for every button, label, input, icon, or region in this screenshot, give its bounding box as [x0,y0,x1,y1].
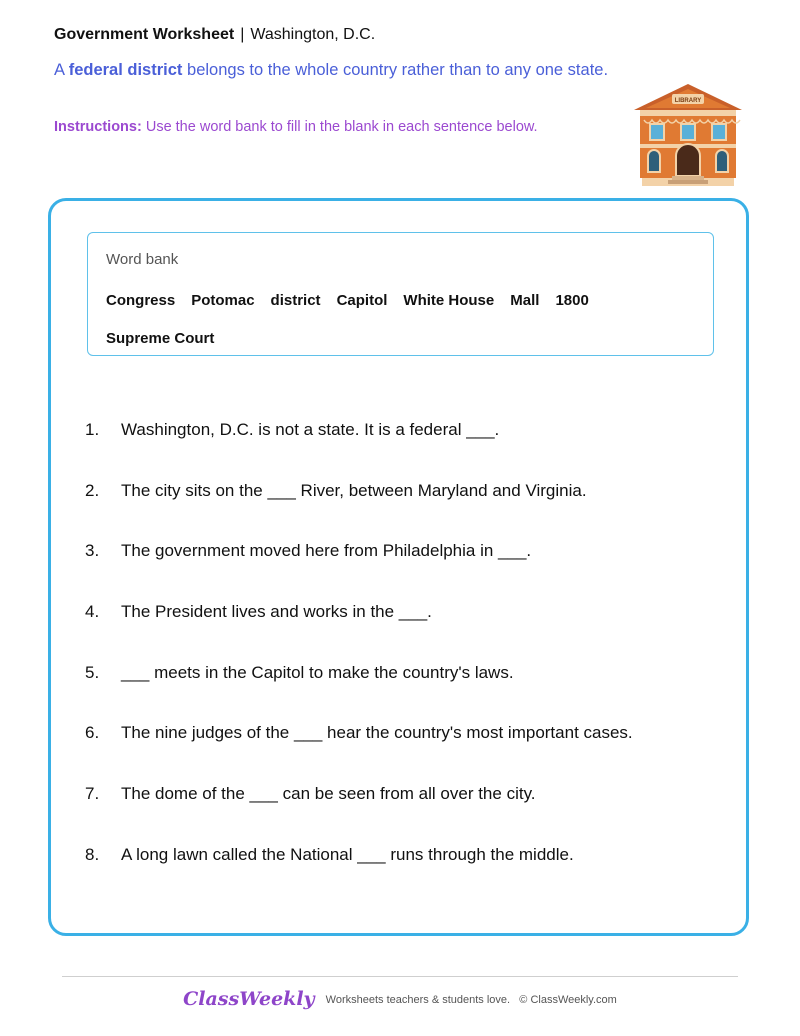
word-bank-word: 1800 [555,292,589,309]
word-bank-word: district [270,292,321,309]
question-text: The city sits on the ___ River, between Maryland and Virginia. [121,480,587,500]
question-text: The nine judges of the ___ hear the country's most important cases. [121,723,633,743]
question-list [85,420,633,906]
question-item [85,723,633,784]
question-number: 5. [85,662,100,682]
question-item [85,541,633,602]
question-item [85,602,633,663]
word-bank-word: Congress [106,292,176,309]
question-text: A long lawn called the National ___ runs through the middle. [121,844,574,864]
question-number: 3. [85,541,100,561]
question-item [85,663,633,724]
question-number: 2. [85,480,100,500]
question-number: 6. [85,723,100,743]
question-text: The dome of the ___ can be seen from all over the city. [121,784,536,804]
question-number: 7. [85,784,100,804]
word-bank-title: Word bank [106,251,179,268]
worksheet-title: Government Worksheet [54,26,235,43]
question-number: 1. [85,420,100,439]
question-number: 8. [85,844,100,864]
footer-tagline: Worksheets teachers & students love. [325,994,511,1006]
question-text: Washington, D.C. is not a state. It is a federal ___. [121,420,500,439]
word-bank-word: Capitol [336,292,388,309]
instructions [54,119,538,135]
word-bank-word: Supreme Court [106,330,215,347]
intro-prefix: A [54,61,65,79]
word-bank-word: Mall [510,292,540,309]
question-text: The government moved here from Philadelphia in ___. [121,541,532,561]
word-bank-words [106,282,666,358]
library-building-icon [632,80,744,192]
question-item [85,420,633,481]
header-separator: | [240,26,245,43]
question-item [85,481,633,542]
worksheet-subtitle: Washington, D.C. [250,26,376,43]
footer-copyright: © ClassWeekly.com [519,994,617,1006]
intro-rest: belongs to the whole country rather than to any one state. [187,61,609,79]
question-text: ___ meets in the Capitol to make the country's laws. [121,662,514,682]
intro-term: federal district [68,61,183,79]
question-text: The President lives and works in the ___. [121,602,432,622]
word-bank-word: Potomac [191,292,255,309]
footer-divider [62,976,738,977]
library-sign-text: LIBRARY [674,98,702,104]
worksheet-header [54,26,375,44]
question-item [85,845,633,906]
intro-text [54,58,614,83]
instructions-label: Instructions: [54,119,142,135]
question-number: 4. [85,602,100,622]
footer [0,988,800,1010]
question-item [85,784,633,845]
footer-brand-logo: ClassWeekly [183,988,315,1010]
instructions-text: Use the word bank to fill in the blank in each sentence below. [145,119,538,135]
word-bank-word: White House [403,292,495,309]
word-bank [87,232,714,356]
